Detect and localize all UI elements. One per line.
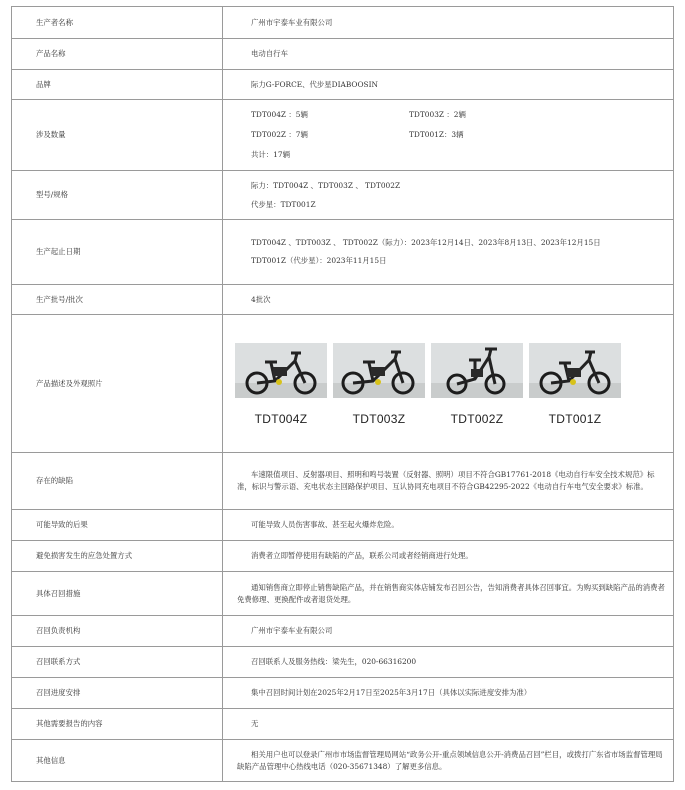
measures-text: 通知销售商立即停止销售缺陷产品，并在销售商实体店铺发布召回公告，告知消费者具体召回事宜。为购买到缺陷产品的消费者免费修理、更换配件或者退货处理。 xyxy=(237,582,665,604)
label-schedule: 召回进度安排 xyxy=(12,678,223,709)
value-model xyxy=(223,171,674,220)
row-measures xyxy=(12,572,674,616)
label-other-report: 其他需要报告的内容 xyxy=(12,709,223,740)
row-agency xyxy=(12,616,674,647)
product-photo-3 xyxy=(431,343,523,425)
bike-image xyxy=(235,343,327,398)
row-contact xyxy=(12,647,674,678)
dates-line-2: TDT001Z（代步星）：2023年11月15日 xyxy=(251,256,387,265)
label-consequence: 可能导致的后果 xyxy=(12,510,223,541)
row-photos xyxy=(12,315,674,453)
value-emergency: 消费者立即暂停使用有缺陷的产品，联系公司或者经销商进行处理。 xyxy=(223,541,674,572)
photo-caption: TDT002Z xyxy=(450,411,504,426)
row-dates xyxy=(12,220,674,285)
value-defect xyxy=(223,453,674,510)
label-agency: 召回负责机构 xyxy=(12,616,223,647)
defect-text: 车速限值项目、反射器项目、照明和鸣号装置（反射器、照明）项目不符合GB17761-2018《电动自行车安全技术规范》标准，标识与警示语、充电状态主回路保护项目、互认协同充电项目不符合GB42295-2022《电动自行车电气安全要求》标准。 xyxy=(237,470,655,491)
bike-image xyxy=(431,343,523,398)
value-quantity xyxy=(223,100,674,171)
model-line-2: 代步星：TDT001Z xyxy=(251,199,316,209)
product-photo-2 xyxy=(333,343,425,425)
row-batch xyxy=(12,285,674,315)
recall-info-table xyxy=(11,6,674,782)
quantity-item: TDT004Z ：5辆 xyxy=(251,110,308,119)
value-photos xyxy=(223,315,674,453)
product-photo-1 xyxy=(235,343,327,425)
row-schedule xyxy=(12,678,674,709)
label-quantity: 涉及数量 xyxy=(12,100,223,171)
label-dates: 生产起止日期 xyxy=(12,220,223,285)
quantity-item: TDT002Z ：7辆 xyxy=(251,130,308,139)
bike-image xyxy=(529,343,621,398)
dates-line-1: TDT004Z 、TDT003Z 、 TDT002Z（际力）：2023年12月14日、2023年8月13日、2023年12月15日 xyxy=(251,238,601,247)
row-product-name xyxy=(12,39,674,70)
quantity-item: TDT001Z：3辆 xyxy=(409,130,464,139)
value-batch: 4批次 xyxy=(223,285,674,315)
photo-caption: TDT001Z xyxy=(548,411,602,426)
label-photos: 产品描述及外观照片 xyxy=(12,315,223,453)
photo-caption: TDT003Z xyxy=(352,411,406,426)
label-product-name: 产品名称 xyxy=(12,39,223,70)
value-other-info xyxy=(223,740,674,782)
photo-caption: TDT004Z xyxy=(254,411,308,426)
row-emergency xyxy=(12,541,674,572)
row-model xyxy=(12,171,674,220)
value-consequence: 可能导致人员伤害事故、甚至起火爆炸危险。 xyxy=(223,510,674,541)
label-measures: 具体召回措施 xyxy=(12,572,223,616)
bike-image xyxy=(333,343,425,398)
quantity-total: 共计：17辆 xyxy=(251,150,290,159)
model-line-1: 际力：TDT004Z 、TDT003Z 、 TDT002Z xyxy=(251,180,401,190)
row-brand xyxy=(12,70,674,100)
quantity-grid xyxy=(251,109,665,161)
value-contact: 召回联系人及服务热线：梁先生，020-66316200 xyxy=(223,647,674,678)
quantity-item: TDT003Z ：2辆 xyxy=(409,110,466,119)
label-batch: 生产批号/批次 xyxy=(12,285,223,315)
product-photo-4 xyxy=(529,343,621,425)
value-schedule: 集中召回时间计划在2025年2月17日至2025年3月17日（具体以实际进度安排为准） xyxy=(223,678,674,709)
other-info-text: 相关用户也可以登录广州市市场监督管理局网站“政务公开-重点领域信息公开-消费品召回”栏目，或拨打广东省市场监督管理局缺陷产品管理中心热线电话（020-35671348）了解更多信息。 xyxy=(237,749,663,771)
value-measures xyxy=(223,572,674,616)
label-emergency: 避免损害发生的应急处置方式 xyxy=(12,541,223,572)
value-brand: 际力G-FORCE、代步星DIABOOSIN xyxy=(223,70,674,100)
label-brand: 品牌 xyxy=(12,70,223,100)
label-defect: 存在的缺陷 xyxy=(12,453,223,510)
row-other-report xyxy=(12,709,674,740)
value-other-report: 无 xyxy=(223,709,674,740)
row-other-info xyxy=(12,740,674,782)
row-defect xyxy=(12,453,674,510)
value-dates xyxy=(223,220,674,285)
row-consequence xyxy=(12,510,674,541)
value-producer: 广州市宇泰车业有限公司 xyxy=(223,7,674,39)
photo-strip xyxy=(235,343,665,425)
label-contact: 召回联系方式 xyxy=(12,647,223,678)
label-producer: 生产者名称 xyxy=(12,7,223,39)
label-model: 型号/规格 xyxy=(12,171,223,220)
value-product-name: 电动自行车 xyxy=(223,39,674,70)
label-other-info: 其他信息 xyxy=(12,740,223,782)
row-quantity xyxy=(12,100,674,171)
value-agency: 广州市宇泰车业有限公司 xyxy=(223,616,674,647)
row-producer xyxy=(12,7,674,39)
